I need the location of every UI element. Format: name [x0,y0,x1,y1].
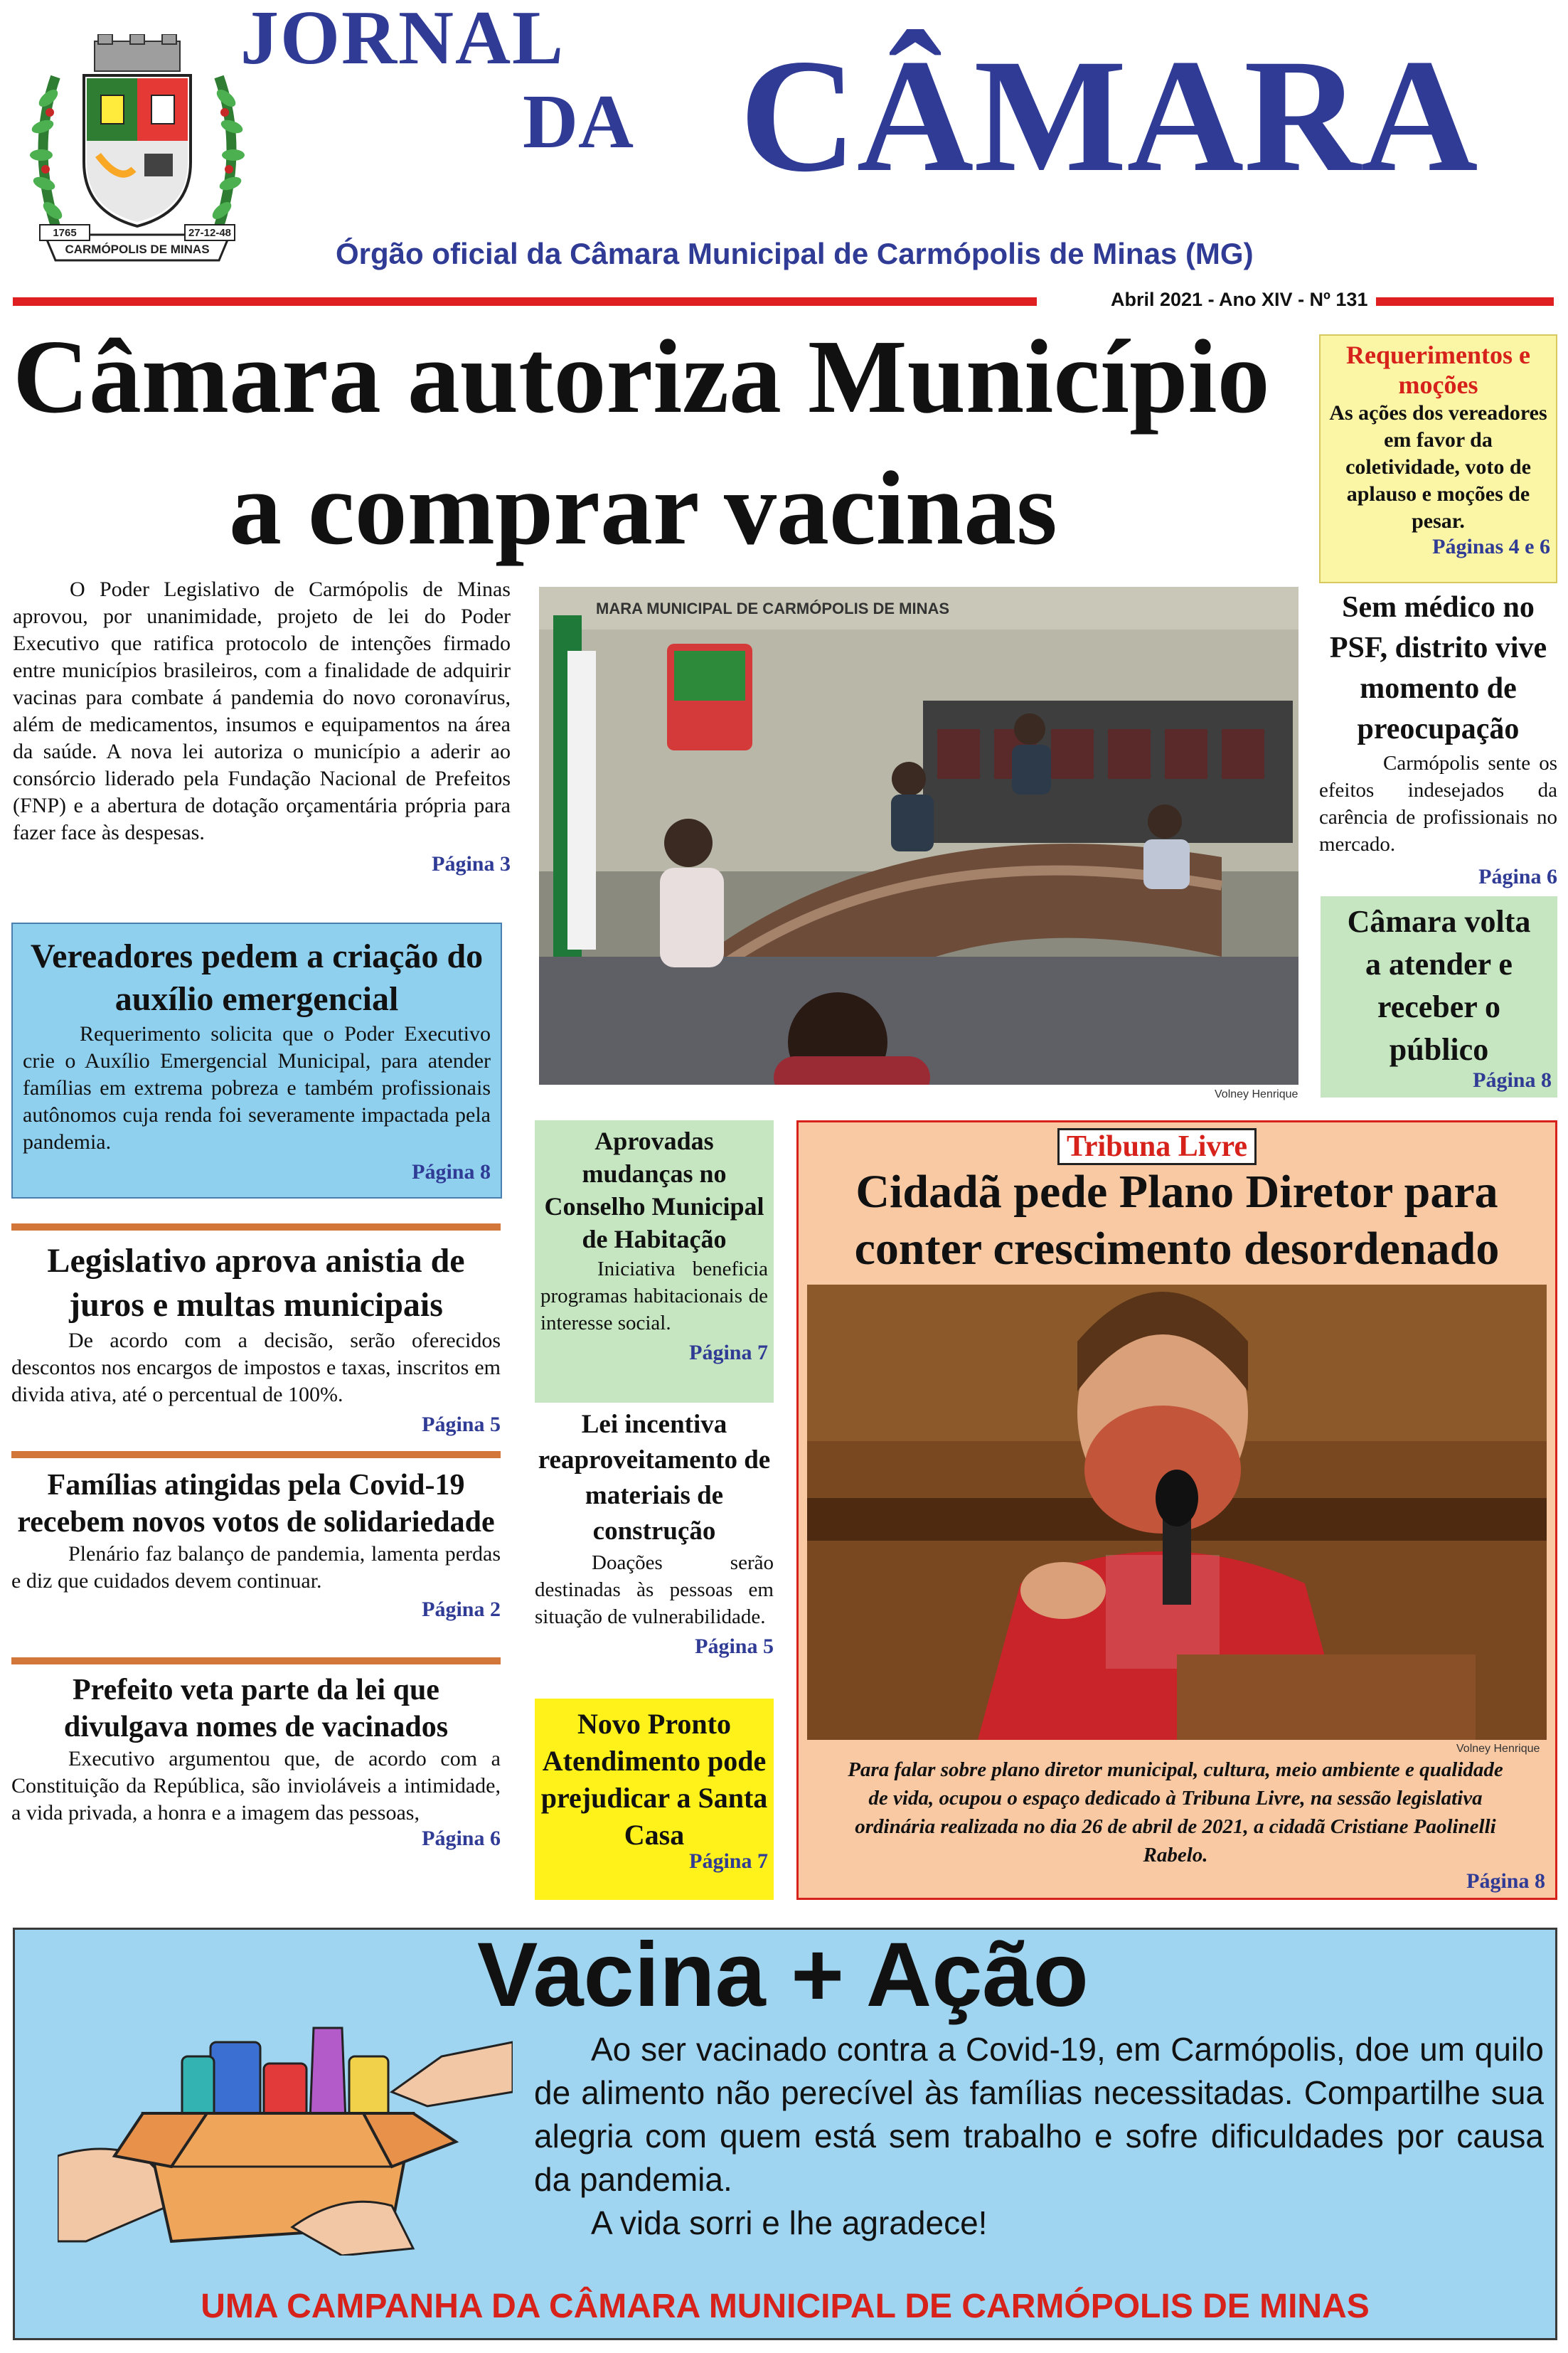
story-veto-page: Página 6 [422,1827,501,1850]
main-headline-line1: Câmara autoriza Município [13,319,1270,435]
food-donation-illustration [58,2014,513,2256]
campaign-title: Vacina + Ação [477,1924,1089,2026]
tribuna-photo-credit: Volney Henrique [1456,1743,1540,1755]
crest-year-left: 1765 [53,227,77,239]
crest-city: CARMÓPOLIS DE MINAS [65,243,210,256]
campaign-closing: A vida sorri e lhe agradece! [591,2204,988,2241]
story-anistia-body: De acordo com a decisão, serão oferecidos descontos nos encargos de impostos e taxas, inscritos em divida ativa, até o percentual de 100%. [11,1329,501,1406]
box-requerimentos-title: Requerimentos e moções [1346,341,1530,399]
edition-line: Abril 2021 - Ano XIV - Nº 131 [1111,289,1368,310]
tribuna-caption: Para falar sobre plano diretor municipal, cultura, meio ambiente e qualidade de vida, ocupou o espaço dedicado à Tribuna Livre, na sessão legislativa ordinária realizada no dia 26 de abril de 2021, a cidadã Cristiane Paolinelli Rabelo. [848,1758,1503,1866]
box-auxilio-page: Página 8 [412,1160,491,1184]
story-psf-page: Página 6 [1478,865,1557,888]
campaign-body [534,2028,1544,2245]
rule-familias [11,1451,501,1458]
rule-anistia [11,1223,501,1231]
tribuna-photo [807,1285,1547,1740]
story-lei-headline: Lei incentiva reaproveitamento de materiais de construção [538,1410,771,1546]
story-psf [1319,588,1557,889]
story-familias-headline: Famílias atingidas pela Covid-19 recebem novos votos de solidariedade [17,1469,495,1539]
masthead-subtitle: Órgão oficial da Câmara Municipal de Carmópolis de Minas (MG) [336,237,1254,270]
story-psf-body: Carmópolis sente os efeitos indesejados da carência de profissionais no mercado. [1319,752,1557,856]
box-pronto-page: Página 7 [689,1849,768,1873]
story-familias-page: Página 2 [422,1598,501,1621]
campaign-box [13,1924,1557,2340]
box-publico-headline: Câmara volta a atender e receber o público [1347,904,1531,1067]
story-lei-page: Página 5 [695,1635,774,1658]
masthead-title-jornal: JORNAL [240,0,565,80]
box-auxilio-headline: Vereadores pedem a criação do auxílio emergencial [30,938,484,1018]
masthead-rule-left [13,297,1037,306]
story-anistia-headline: Legislativo aprova anistia de juros e multas municipais [47,1242,465,1324]
story-veto [11,1672,501,1851]
box-habitacao [535,1120,774,1403]
masthead-title-camara: CÂMARA [740,26,1478,206]
tribuna-page: Página 8 [1466,1869,1545,1893]
masthead-title-da: DA [523,80,634,164]
main-photo [539,587,1298,1085]
tribuna-headline: Cidadã pede Plano Diretor para conter crescimento desordenado [854,1166,1500,1275]
box-requerimentos-page: Páginas 4 e 6 [1432,535,1550,558]
story-lei-body: Doações serão destinadas às pessoas em situação de vulnerabilidade. [535,1551,774,1628]
box-requerimentos [1319,334,1557,583]
main-story-page: Página 3 [432,852,511,876]
main-headline-line2: a comprar vacinas [229,450,1057,567]
main-story-body: O Poder Legislativo de Carmópolis de Minas aprovou, por unanimidade, projeto de lei do Poder Executivo que ratifica protocolo de intenções firmado entre municípios brasileiros, com a finalidade de adquirir vacinas para combate á pandemia do novo coronavírus, além de medicamentos, insumos e equipamentos na área da saúde. A nova lei autoriza o município a aderir ao consórcio liderado pela Fundação Nacional de Prefeitos (FNP) e a abertura de dotação orçamentária própria para fazer face às despesas. [13,578,511,844]
crest-year-right: 27-12-48 [188,227,232,239]
story-lei [535,1407,774,1659]
photo-wall-sign: MARA MUNICIPAL DE CARMÓPOLIS DE MINAS [596,600,950,617]
box-pronto [535,1699,774,1900]
campaign-footer: UMA CAMPANHA DA CÂMARA MUNICIPAL DE CARMÓPOLIS DE MINAS [201,2288,1370,2325]
main-story-body-block [13,576,511,876]
box-habitacao-page: Página 7 [689,1341,768,1364]
box-auxilio-body: Requerimento solicita que o Poder Executivo crie o Auxílio Emergencial Municipal, para atender famílias em extrema pobreza e também profissionais autônomos cuja renda foi severamente impactada pela pandemia. [23,1022,491,1154]
story-veto-headline: Prefeito veta parte da lei que divulgava nomes de vacinados [63,1674,449,1743]
main-photo-credit: Volney Henrique [1215,1088,1298,1100]
box-requerimentos-body: As ações dos vereadores em favor da coletividade, voto de aplauso e moções de pesar. [1329,401,1547,533]
municipal-crest [27,34,247,265]
story-psf-headline: Sem médico no PSF, distrito vive momento de preocupação [1329,591,1547,745]
box-pronto-headline: Novo Pronto Atendimento pode prejudicar a Santa Casa [540,1708,768,1851]
story-familias [11,1467,501,1622]
story-anistia [11,1239,501,1437]
story-familias-body: Plenário faz balanço de pandemia, lamenta perdas e diz que cuidados devem continuar. [11,1542,501,1593]
box-auxilio [11,923,502,1199]
box-tribuna [796,1120,1557,1900]
box-publico [1321,896,1557,1098]
campaign-body-text: Ao ser vacinado contra a Covid-19, em Carmópolis, doe um quilo de alimento não perecível às famílias necessitadas. Compartilhe sua alegria com quem está sem trabalho e sofre dificuldades por causa da pandemia. [534,2031,1544,2198]
masthead-rule-right [1376,297,1554,306]
box-habitacao-headline: Aprovadas mudanças no Conselho Municipal de Habitação [544,1127,764,1253]
box-habitacao-body: Iniciativa beneficia programas habitacionais de interesse social. [540,1258,768,1334]
tribuna-badge: Tribuna Livre [1057,1128,1257,1165]
story-anistia-page: Página 5 [422,1413,501,1436]
story-veto-body: Executivo argumentou que, de acordo com a Constituição da República, são invioláveis a intimidade, a vida privada, a honra e a imagem das pessoas, [11,1747,501,1824]
rule-veto [11,1657,501,1664]
box-publico-page: Página 8 [1473,1068,1552,1092]
